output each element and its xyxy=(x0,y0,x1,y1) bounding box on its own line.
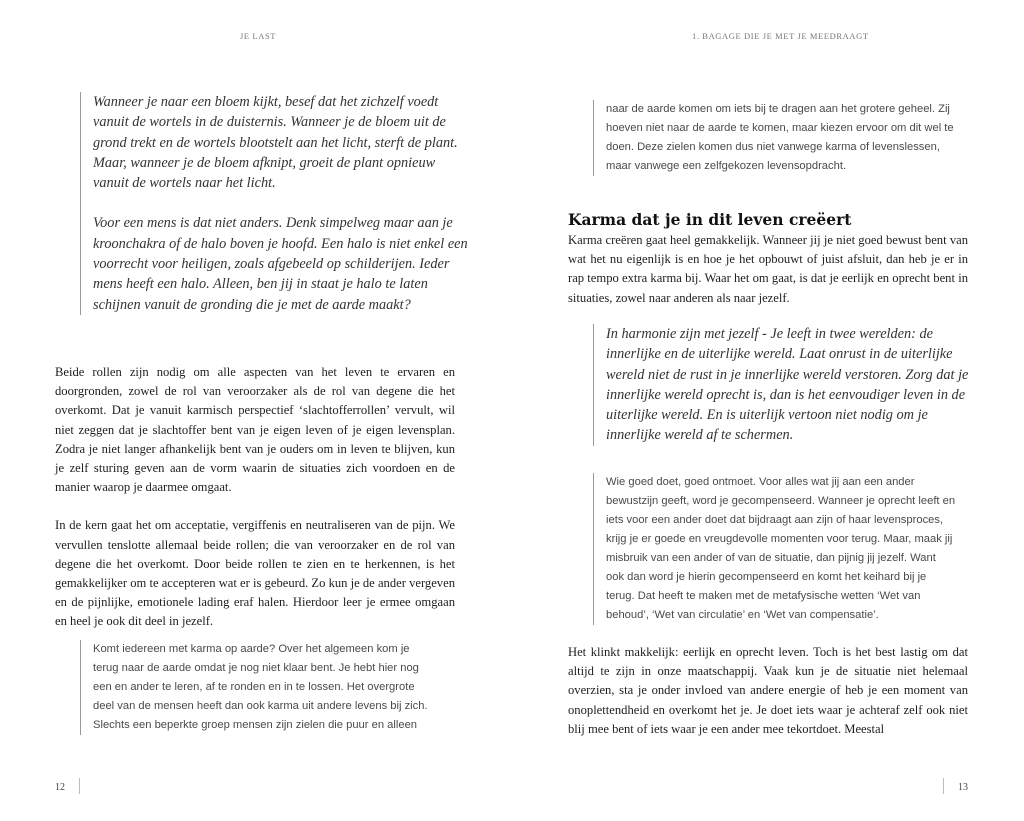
left-quote-paragraph-1: Wanneer je naar een bloem kijkt, besef dat het zichzelf voedt vanuit de wortels in de duisternis. Wanneer je de bloem uit de grond trekt en de wortels blootstelt aan het licht, sterft de plant. Maar, wanneer je de bloem afknipt, groeit de plant opnieuw vanuit de wortels naar het licht. xyxy=(93,94,458,192)
right-paragraph-1-text: Karma creëren gaat heel gemakkelijk. Wanneer jij je niet goed bewust bent van wat het nu eigenlijk is en hoe je het opbouwt of juist afsluit, dan heb je er in rap tempo extra karma bij. Waar het om gaat, is dat je eerlijk en oprecht bent in situaties, zowel naar anderen als naar jezelf. xyxy=(568,233,968,305)
page-number-rule-left xyxy=(79,778,80,794)
right-paragraph-2-text: Het klinkt makkelijk: eerlijk en oprecht leven. Toch is het best lastig om dat altijd te zijn in onze maatschappij. Vaak kun je de situatie niet helemaal overzien, sta je onder invloed van andere energie of heb je een moment van onoplettendheid en overkomt het je. Je doet iets waar je achteraf zelf ook niet blij mee bent of iets waar je een ander mee tekortdoet. Meestal xyxy=(568,645,968,736)
right-body-paragraph-2 xyxy=(568,643,968,739)
left-body-text xyxy=(55,363,455,632)
right-sidebar-continued: naar de aarde komen om iets bij te dragen aan het grotere geheel. Zij hoeven niet naar de aarde te komen, maar kiezen ervoor om dit wel te doen. Deze zielen komen dus niet vanwege karma of levenslessen, maar vanwege een zelfgekozen levensopdracht. xyxy=(593,100,956,176)
left-quote-block xyxy=(80,92,468,315)
page-number-right: 13 xyxy=(958,782,968,793)
page-number-left: 12 xyxy=(55,782,65,793)
page-number-rule-right xyxy=(943,778,944,794)
running-head-right: 1. BAGAGE DIE JE MET JE MEEDRAAGT xyxy=(692,31,869,41)
right-body-paragraph-1 xyxy=(568,231,968,308)
left-body-paragraph-1: Beide rollen zijn nodig om alle aspecten van het leven te ervaren en doorgronden, zowel de rol van veroorzaker als de rol van degene die het overkomt. Dat je vanuit karmisch perspectief ‘slachtofferrollen’ vervult, wil niet zeggen dat je slachtoffer bent van je eigen leven of je eigen levensplan. Zodra je niet langer afhankelijk bent van je ouders om in leven te blijven, kun je zelf sturing geven aan de vorm waarin de situaties zich voordoen en de manier waarop je daarmee omgaat. xyxy=(55,365,455,495)
running-head-left: JE LAST xyxy=(240,31,277,41)
left-sidebar-note: Komt iedereen met karma op aarde? Over het algemeen kom je terug naar de aarde omdat je nog niet klaar bent. Je hebt hier nog een en ander te leren, af te ronden en in te lossen. Het overgrote deel van de mensen heeft dan ook karma uit andere levens bij zich. Slechts een beperkte groep mensen zijn zielen die puur en alleen xyxy=(80,640,438,735)
right-page xyxy=(512,0,1024,821)
right-sidebar-note: Wie goed doet, goed ontmoet. Voor alles wat jij aan een ander bewustzijn geeft, word je gecompenseerd. Wanneer je oprecht leeft en iets voor een ander doet dat bijdraagt aan zijn of haar levensproces, krijg je er goede en vreugdevolle momenten voor terug. Maar, maak jij misbruik van een ander of van de situatie, dan pijnig jij jezelf. Want ook dan word je hierin gecompenseerd en komt het keihard bij je terug. Dat heeft te maken met de metafysische wetten ‘Wet van behoud’, ‘Wet van circulatie’ en ‘Wet van compensatie’. xyxy=(593,473,956,625)
right-quote-paragraph: In harmonie zijn met jezelf - Je leeft in twee werelden: de innerlijke en de uiterlijke wereld. Laat onrust in de uiterlijke wereld niet de rust in je innerlijke wereld verstoren. Zorg dat je innerlijke wereld oprecht is, dan is het eenvoudiger leven in de uiterlijke wereld. En is uiterlijk vertoon niet nodig om je innerlijke wereld af te schermen. xyxy=(606,326,969,444)
left-body-paragraph-2: In de kern gaat het om acceptatie, vergiffenis en neutraliseren van de pijn. We vervullen tenslotte allemaal beide rollen; die van veroorzaker en de rol van degene die het overkomt. Door beide rollen te zien en te herkennen, is het gemakkelijker om te accepteren wat er is gebeurd. Zo kun je de ander vergeven en de pijnlijke, emotionele lading eraf halen. Hierdoor leer je ermee omgaan en heel je ook dit deel in jezelf. xyxy=(55,518,455,629)
right-quote-block xyxy=(593,324,981,446)
section-heading: Karma dat je in dit leven creëert xyxy=(568,210,852,229)
left-quote-paragraph-2: Voor een mens is dat niet anders. Denk simpelweg maar aan je kroonchakra of de halo boven je hoofd. Een halo is niet enkel een voorrecht voor heiligen, zoals afgebeeld op schilderijen. Ieder mens heeft een halo. Alleen, ben jij in staat je halo te laten schijnen vanuit de gronding die je met de aarde maakt? xyxy=(93,215,468,313)
